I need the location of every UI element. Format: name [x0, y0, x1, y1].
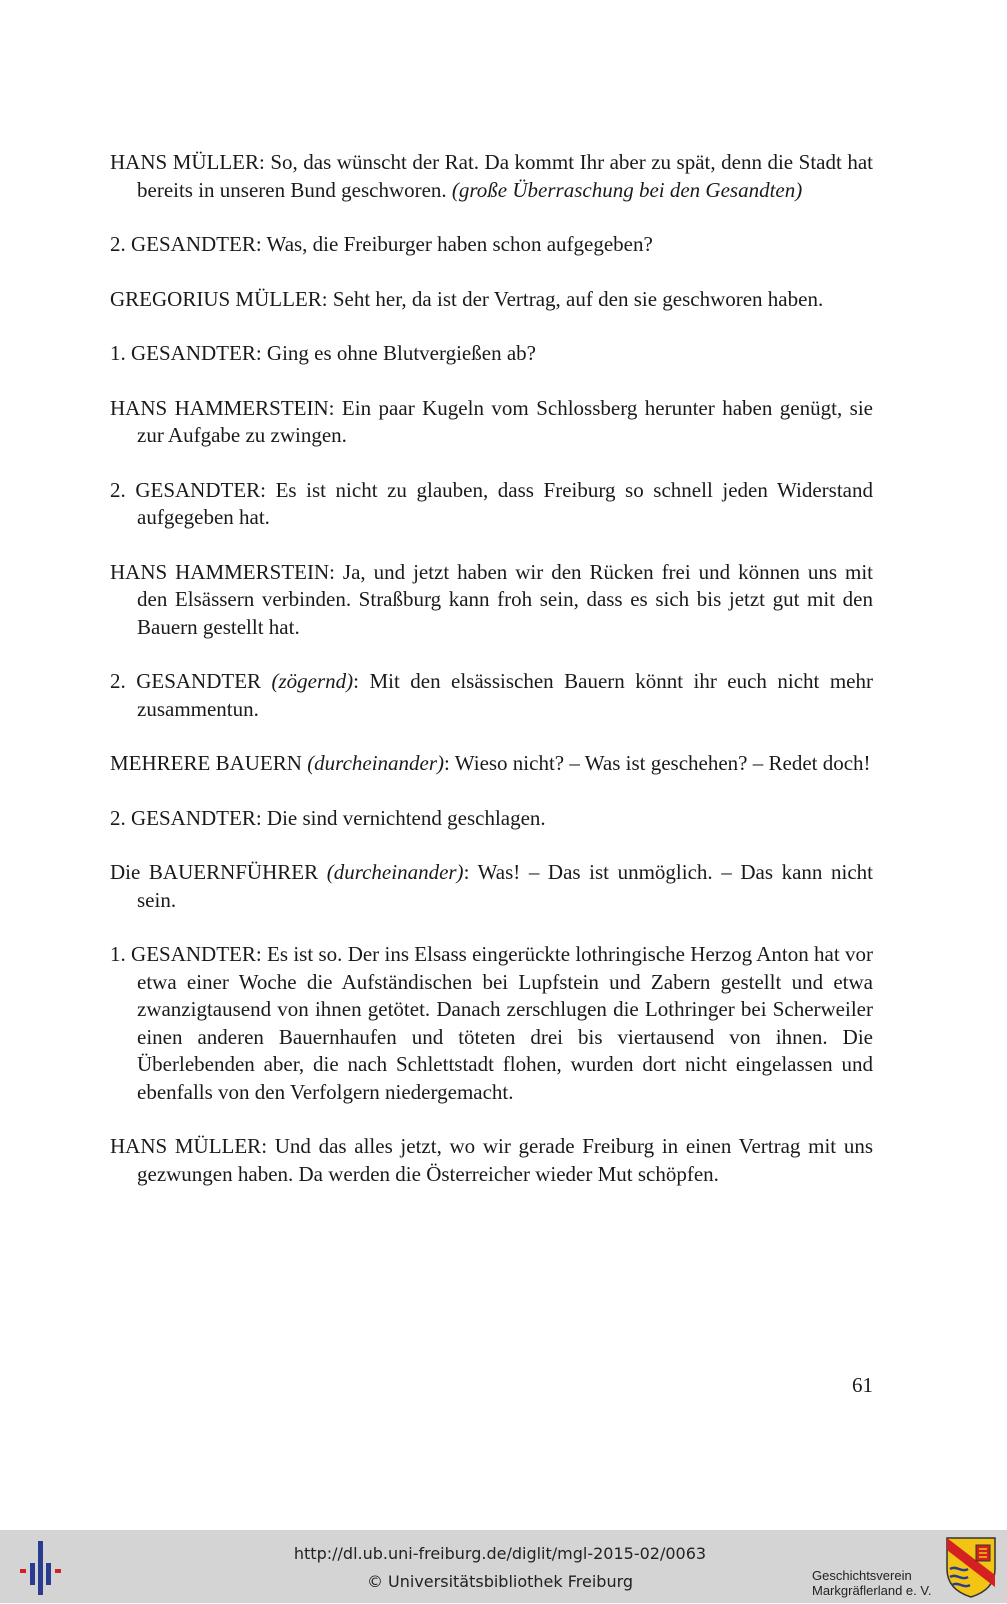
- speaker-name: MEHRERE BAUERN: [110, 751, 308, 775]
- society-name-line2: Markgräflerland e. V.: [812, 1583, 932, 1598]
- dialogue-text: : Ein paar Kugeln vom Schlossberg herunter haben genügt, sie zur Aufgabe zu zwingen.: [137, 395, 873, 447]
- stage-direction: (durcheinander): [326, 860, 464, 884]
- society-name-line1: Geschichtsverein: [812, 1568, 912, 1583]
- dialogue-paragraph: [110, 477, 873, 532]
- dialogue-text: : Seht her, da ist der Vertrag, auf den sie geschworen haben.: [321, 286, 824, 311]
- dialogue-paragraph: [110, 1133, 873, 1188]
- dialogue-paragraph: [110, 805, 873, 833]
- footer-citation: [230, 1540, 770, 1596]
- speaker-name: 2. GESANDTER: [110, 805, 256, 830]
- stage-direction: (durcheinander): [307, 751, 445, 775]
- society-name: [812, 1568, 931, 1598]
- dialogue-text: : Es ist nicht zu glauben, dass Freiburg so schnell jeden Widerstand aufgegeben hat.: [137, 477, 873, 529]
- page-number: 61: [852, 1373, 873, 1397]
- copyright-notice: © Universitätsbibliothek Freiburg: [366, 1572, 634, 1591]
- footer-bar: [0, 1530, 1007, 1603]
- dialogue-text: : Es ist so. Der ins Elsass eingerückte lothringische Herzog Anton hat vor etwa einer Woche die Aufständischen bei Lupfstein und Zabern gestellt und etwa zwanzigtausend von ihnen getötet. Danach zerschlugen die Lothringer bei Scherweiler einen anderen Bauernhaufen und töteten drei bis viertausend von ihnen. Die Überlebenden aber, die nach Schlettstadt flohen, wurden dort nicht eingelassen und ebenfalls von den Verfolgern niedergemacht.: [137, 942, 873, 1104]
- dialogue-text: : Ging es ohne Blutvergießen ab?: [255, 341, 536, 365]
- dialogue-paragraph: [110, 340, 873, 368]
- dialogue-text: : Mit den elsässischen Bauern könnt ihr euch nicht mehr zusammentun.: [137, 669, 873, 721]
- speaker-name: Die BAUERNFÜHRER: [110, 860, 327, 884]
- dialogue-text: : Und das alles jetzt, wo wir gerade Freiburg in einen Vertrag mit uns gezwungen haben. Da werden die Österreicher wieder Mut schöpfen.: [137, 1134, 873, 1186]
- speaker-name: HANS MÜLLER: [110, 150, 260, 174]
- dialogue-paragraph: [110, 149, 873, 204]
- speaker-name: HANS HAMMERSTEIN: [110, 559, 330, 584]
- dialogue-paragraph: [110, 395, 873, 450]
- dialogue-paragraph: [110, 668, 873, 723]
- speaker-name: HANS MÜLLER: [110, 1134, 262, 1158]
- speaker-name: 1. GESANDTER: [110, 942, 256, 966]
- dialogue-paragraph: [110, 286, 873, 314]
- stage-direction: (zögernd): [271, 669, 354, 693]
- dialogue-paragraph: [110, 750, 873, 778]
- dialogue-paragraph: [110, 941, 873, 1106]
- speaker-name: 2. GESANDTER: [110, 232, 256, 256]
- dialogue-text: : Ja, und jetzt haben wir den Rücken frei und können uns mit den Elsässern verbinden. Straßburg kann froh sein, dass es sich bis jetzt gut mit den Bauern gestellt hat.: [137, 559, 873, 639]
- dialogue-text: : Die sind vernichtend geschlagen.: [255, 805, 546, 830]
- document-body: [110, 149, 873, 1215]
- dialogue-paragraph: [110, 231, 873, 259]
- speaker-name: 1. GESANDTER: [110, 341, 256, 365]
- speaker-name: 2. GESANDTER: [110, 669, 272, 693]
- digital-library-logo-icon[interactable]: [18, 1537, 68, 1599]
- source-url-link[interactable]: http://dl.ub.uni-freiburg.de/diglit/mgl-2015-02/0063: [293, 1544, 707, 1563]
- dialogue-paragraph: [110, 859, 873, 914]
- dialogue-text: : So, das wünscht der Rat. Da kommt Ihr aber zu spät, denn die Stadt hat bereits in unseren Bund geschworen.: [137, 150, 873, 202]
- dialogue-text: : Wieso nicht? – Was ist geschehen? – Redet doch!: [444, 751, 871, 775]
- dialogue-paragraph: [110, 559, 873, 642]
- speaker-name: GREGORIUS MÜLLER: [110, 286, 322, 311]
- speaker-name: 2. GESANDTER: [110, 477, 261, 502]
- stage-direction: (große Überraschung bei den Gesandten): [451, 177, 803, 202]
- dialogue-text: : Was, die Freiburger haben schon aufgegeben?: [255, 232, 653, 256]
- dialogue-text: : Was! – Das ist unmöglich. – Das kann nicht sein.: [137, 860, 874, 912]
- coat-of-arms-icon: [944, 1535, 998, 1599]
- speaker-name: HANS HAMMERSTEIN: [110, 395, 329, 420]
